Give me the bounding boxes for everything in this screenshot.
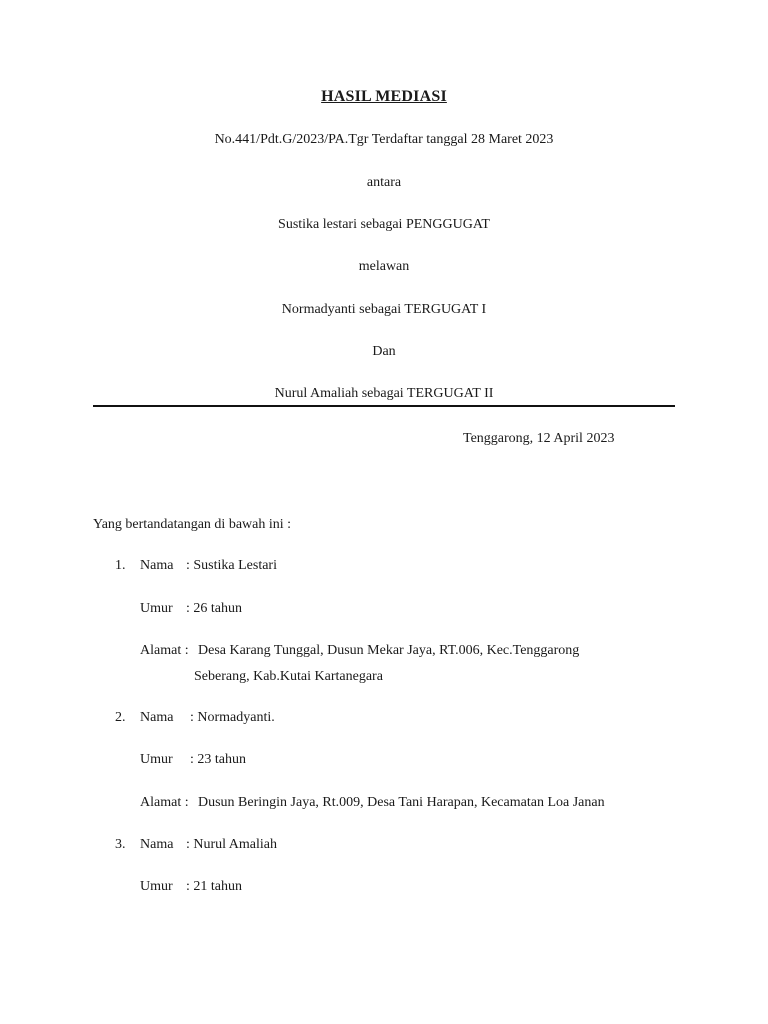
header-divider [93,405,675,407]
party2-umur-label: Umur [140,752,173,767]
party2-umur-value: : 23 tahun [190,752,246,767]
party1-umur-label: Umur [140,601,173,616]
defendant2-text: Nurul Amaliah sebagai TERGUGAT II [274,386,494,401]
party1-alamat-line2: Seberang, Kab.Kutai Kartanegara [194,669,383,684]
party2-nama-value: : Normadyanti. [190,710,275,725]
document-title: HASIL MEDIASI [321,88,447,105]
party1-nama-label: Nama [140,558,174,573]
intro-text: Yang bertandatangan di bawah ini : [93,517,292,532]
party2-nama-label: Nama [140,710,174,725]
party2-alamat-line1: Dusun Beringin Jaya, Rt.009, Desa Tani Harapan, Kecamatan Loa Janan [198,795,605,810]
and-text: Dan [372,344,396,359]
party3-umur-label: Umur [140,879,173,894]
party3-umur-value: : 21 tahun [186,879,242,894]
party1-umur-value: : 26 tahun [186,601,242,616]
plaintiff-text: Sustika lestari sebagai PENGGUGAT [278,217,490,232]
party3-nama-label: Nama [140,837,174,852]
party3-number: 3. [115,837,126,852]
party1-number: 1. [115,558,126,573]
party3-nama-value: : Nurul Amaliah [186,837,277,852]
party1-alamat-label: Alamat : [140,643,189,658]
case-number: No.441/Pdt.G/2023/PA.Tgr Terdaftar tanggal 28 Maret 2023 [214,132,554,147]
between-text: antara [366,175,402,190]
party2-alamat-label: Alamat : [140,795,189,810]
party1-nama-value: : Sustika Lestari [186,558,277,573]
party2-number: 2. [115,710,126,725]
party1-alamat-line1: Desa Karang Tunggal, Dusun Mekar Jaya, RT.006, Kec.Tenggarong [198,643,580,658]
place-date: Tenggarong, 12 April 2023 [463,431,615,446]
versus-text: melawan [358,259,410,274]
defendant1-text: Normadyanti sebagai TERGUGAT I [281,302,487,317]
